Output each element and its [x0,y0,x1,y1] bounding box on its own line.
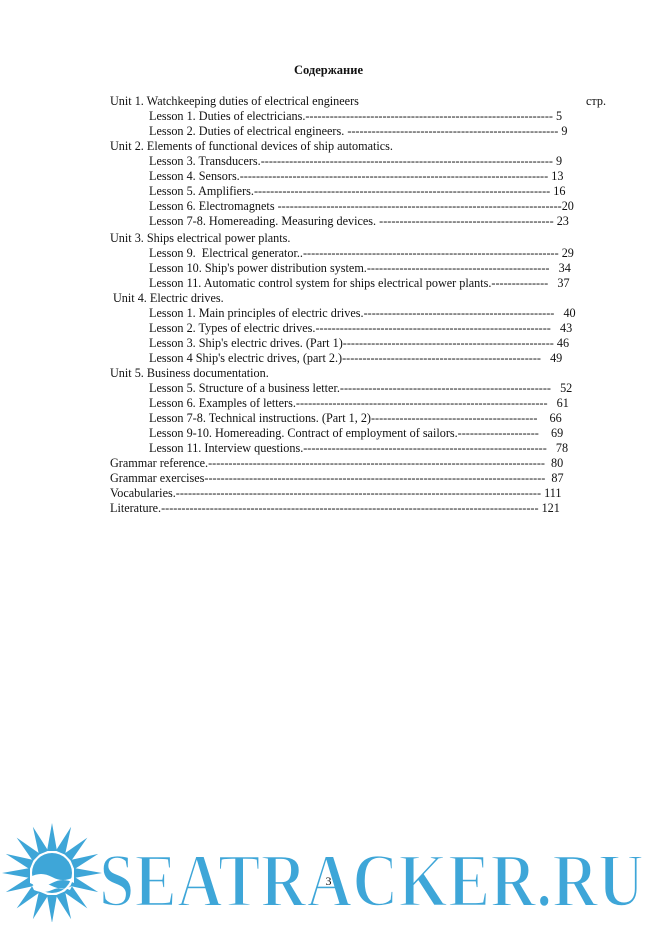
toc-unit-1: Unit 1. Watchkeeping duties of electrical engineers [110,94,359,108]
toc-unit-4: Unit 4. Electric drives. [113,291,224,305]
toc-lesson-row: Lesson 6. Electromagnets ----------------------------------------------------------------------20 [149,199,574,213]
toc-lesson-row: Lesson 10. Ship's power distribution system.--------------------------------------------- 34 [149,261,571,275]
toc-lesson-row: Lesson 1. Main principles of electric drives.----------------------------------------------- 40 [149,306,576,320]
toc-literature: Literature.--------------------------------------------------------------------------------------------- 121 [110,501,560,515]
toc-lesson-row: Lesson 4 Ship's electric drives, (part 2.)------------------------------------------------- 49 [149,351,563,365]
toc-lesson-row: Lesson 5. Amplifiers.------------------------------------------------------------------------- 16 [149,184,566,198]
toc-page-label: стр. [586,94,607,108]
toc-lesson-row: Lesson 2. Duties of electrical engineers. ---------------------------------------------------- 9 [149,124,568,138]
toc-lesson-row: Lesson 1. Duties of electricians.------------------------------------------------------------- 5 [149,109,563,123]
toc-lesson-row: Lesson 7-8. Technical instructions. (Part 1, 2)----------------------------------------- 66 [149,411,562,425]
toc-lesson-row: Lesson 3. Transducers.------------------------------------------------------------------------ 9 [149,154,563,168]
toc-grammar-exercises: Grammar exercises------------------------------------------------------------------------------------ 87 [110,471,564,485]
toc-vocabularies: Vocabularies.------------------------------------------------------------------------------------------ 111 [110,486,562,500]
seatracker-watermark [0,822,657,922]
sun-icon [2,823,102,922]
toc-lesson-row: Lesson 2. Types of electric drives.---------------------------------------------------------- 43 [149,321,573,335]
toc-unit-3: Unit 3. Ships electrical power plants. [110,231,291,245]
toc-lesson-row: Lesson 7-8. Homereading. Measuring devices. ------------------------------------------- 23 [149,214,569,228]
toc-lesson-row: Lesson 11. Automatic control system for ships electrical power plants.-------------- 37 [149,276,570,290]
toc-lesson-row: Lesson 11. Interview questions.------------------------------------------------------------ 78 [149,441,569,455]
toc-lesson-row: Lesson 4. Sensors.---------------------------------------------------------------------------- 13 [149,169,564,183]
toc-lesson-row: Lesson 5. Structure of a business letter.---------------------------------------------------- 52 [149,381,573,395]
page-number: 3 [325,874,332,888]
toc-lesson-row: Lesson 3. Ship's electric drives. (Part 1)---------------------------------------------------- 46 [149,336,570,350]
toc-lesson-row: Lesson 9. Electrical generator..--------------------------------------------------------------- 29 [149,246,574,260]
toc-unit-2: Unit 2. Elements of functional devices of ship automatics. [110,139,393,153]
page-title: Содержание [293,63,363,77]
toc-lesson-row: Lesson 9-10. Homereading. Contract of employment of sailors.-------------------- 69 [149,426,564,440]
toc-lesson-row: Lesson 6. Examples of letters.-------------------------------------------------------------- 61 [149,396,569,410]
toc-grammar-reference: Grammar reference.----------------------------------------------------------------------------------- 80 [110,456,564,470]
toc-unit-5: Unit 5. Business documentation. [110,366,269,380]
watermark-text: SEATRACKER.RU [99,839,644,922]
